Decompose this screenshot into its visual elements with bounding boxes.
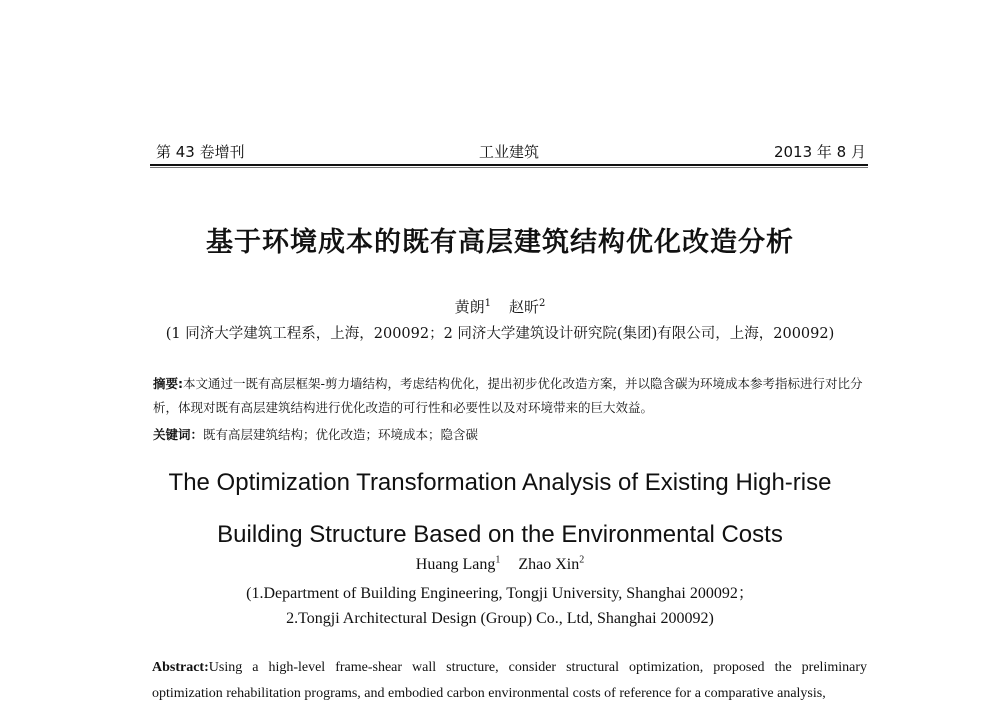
abstract-text: Using a high-level frame-shear wall structure, consider structural optimization, proposed the preliminary optimization rehabilitation programs, and embodied carbon environmental costs of reference for a comparative analysis,: [152, 660, 867, 701]
issue-date: 2013 年 8 月: [773, 143, 866, 161]
affiliation-line: 2.Tongji Architectural Design (Group) Co., Ltd, Shanghai 200092): [286, 610, 714, 627]
affiliation-mark: 1: [495, 554, 501, 566]
chinese-authors: [0, 296, 1000, 317]
affiliation-line: (1.Department of Building Engineering, Tongji University, Shanghai 200092；: [246, 585, 754, 602]
issue-label: 第 43 卷增刊: [156, 143, 245, 161]
chinese-abstract: [153, 372, 865, 420]
chinese-affiliations: (1 同济大学建筑工程系，上海，200092；2 同济大学建筑设计研究院(集团)有限公司，上海，200092): [165, 326, 835, 342]
abstract-label: 摘要:: [153, 376, 183, 391]
english-authors: [0, 556, 1000, 574]
abstract-text: 本文通过一既有高层框架-剪力墙结构，考虑结构优化，提出初步优化改造方案，并以隐含碳为环境成本参考指标进行对比分析，体现对既有高层建筑结构进行优化改造的可行性和必要性以及对环境带来的巨大效益。: [153, 376, 863, 415]
affiliation-mark: 2: [539, 298, 546, 309]
author-name: 黄朗: [454, 298, 485, 316]
english-abstract: [152, 655, 867, 707]
affiliation-mark: 2: [579, 554, 585, 566]
keywords-text: 既有高层建筑结构；优化改造；环境成本；隐含碳: [203, 427, 479, 442]
keywords-label: 关键词：: [153, 427, 204, 442]
abstract-label: Abstract:: [152, 660, 209, 675]
journal-name: 工业建筑: [478, 143, 539, 161]
author-name: Zhao Xin: [518, 556, 580, 573]
english-title-line: The Optimization Transformation Analysis of Existing High-rise: [168, 469, 832, 496]
english-title-line: Building Structure Based on the Environmental Costs: [217, 521, 783, 548]
author-name: 赵昕: [509, 298, 540, 316]
english-affiliations: [0, 581, 1000, 631]
header-divider: [150, 167, 868, 168]
chinese-title: 基于环境成本的既有高层建筑结构优化改造分析: [206, 227, 794, 258]
chinese-keywords: [153, 425, 865, 443]
english-title: [0, 457, 1000, 561]
affiliation-mark: 1: [484, 298, 491, 309]
author-name: Huang Lang: [415, 556, 496, 573]
running-header: [150, 138, 868, 166]
